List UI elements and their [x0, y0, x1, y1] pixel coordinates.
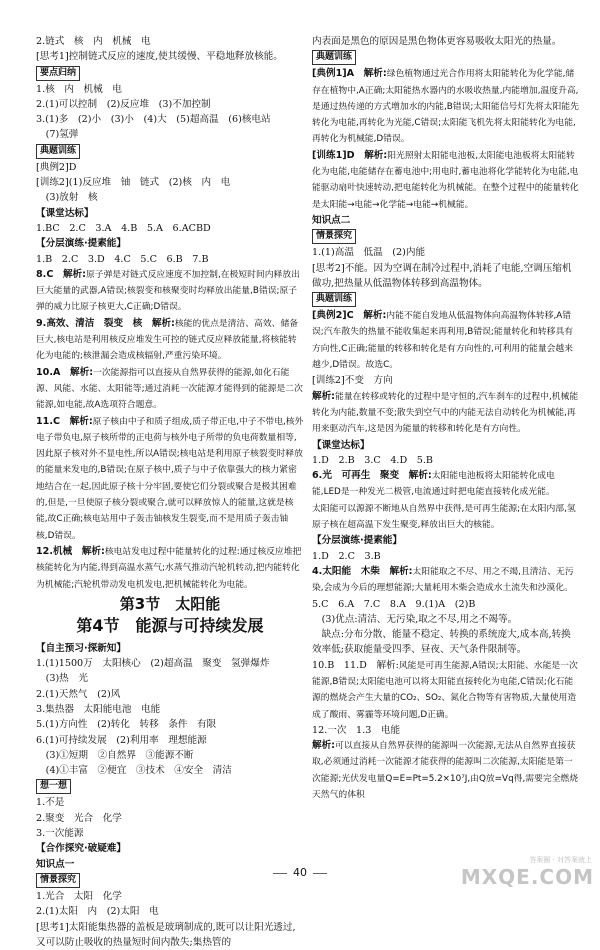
text-line [36, 65, 304, 82]
text-line [36, 316, 304, 365]
text-line [36, 414, 304, 544]
text-line [312, 723, 580, 738]
text-line [36, 143, 304, 160]
answer-text: 5.C 6.A 7.C 8.A 9.(1)A (2)B [312, 598, 476, 610]
text-line [312, 738, 580, 803]
answer-text: 1.D 2.C 3.B [312, 550, 381, 562]
explanation-text: 可以直接从自然界获得的能源叫一次能源,无法从自然界直接获取,必须通过消耗一次能源才能获得的能源叫二次能源,太阳能是第一次能源;光伏发电量Q=E=Pt=5.2×10⁷J,由Q放=Vq得,需要完全燃烧天然气的体积 [312, 741, 579, 801]
text-line [36, 763, 304, 778]
text-line [36, 671, 304, 686]
answer-text: 内表面是黑色的原因是黑色物体更容易吸收太阳光的热量。 [312, 36, 562, 47]
answer-text: (3)①短期 ②自然界 ③能源不断 [36, 749, 194, 761]
text-line [36, 365, 304, 414]
text-line [312, 291, 580, 308]
answer-text: 1.不是 [36, 797, 65, 809]
answer-text: 2.聚变 光合 化学 [36, 812, 122, 824]
answer-text: [思考1]控制链式反应的速度,使其缓慢、平稳地释放核能。 [36, 51, 283, 63]
text-line [36, 267, 304, 316]
explanation-text: 核能的优点是清洁、高效、储备巨大,核电站是利用核反应堆发生可控的链式反应释放能量,将核能转化为电能的;核泄漏会造成核辐射,严重污染环境。 [36, 318, 299, 362]
text-line [36, 641, 304, 656]
answer-text: [思考1]太阳能集热器的盖板是玻璃制成的,既可以让阳光透过,又可以防止吸收的热量短时间内散失;集热管的 [36, 921, 296, 948]
section-box-label: 典题训练 [312, 50, 356, 65]
section-title: 第3节 太阳能 [119, 594, 221, 613]
answer-label: [训练1]D 解析: [312, 149, 388, 161]
section-box-label: 典题训练 [36, 144, 80, 159]
section-box-label: 要点归纳 [36, 66, 80, 81]
answer-label: 9.高效、清洁 裂变 核 解析: [36, 317, 175, 329]
answer-label: 解析: [312, 740, 336, 752]
text-line [36, 97, 304, 112]
watermark-subtitle: 答案圈 · 对答案就上 [529, 856, 592, 864]
text-line [36, 687, 304, 702]
text-line [36, 702, 304, 717]
text-line [36, 160, 304, 175]
text-line [36, 49, 304, 64]
text-line [312, 213, 580, 228]
text-line [36, 206, 304, 221]
answer-text: 缺点:分布分散、能量不稳定、转换的系统庞大,成本高,转换效率低;获取能量受四季、昼夜、天气条件限制等。 [312, 629, 571, 656]
text-line [312, 501, 580, 534]
answer-text: 2.(1)可以控制 (2)反应堆 (3)不加控制 [36, 98, 211, 110]
text-line [312, 549, 580, 564]
answer-text: 1.BC 2.C 3.A 4.B 5.A 6.ACBD [36, 222, 211, 234]
text-line [36, 252, 304, 267]
explanation-text: 绿色植物通过光合作用将太阳能转化为化学能,储存在植物中,A正确;太阳能热水器内的水吸收热量,内能增加,温度升高,是通过热传递的方式增加水的内能,B错误;太阳能信号灯先将太阳能先转化为电能,再转化为光能,C错误;太阳能飞机先将太阳能转化为电能,再转化为机械能,D错误。 [312, 69, 579, 145]
answer-text: (4)①丰富 ②便宜 ③技术 ④安全 清洁 [36, 765, 232, 777]
answer-text: 2.(1)太阳 内 (2)太阳 电 [36, 906, 159, 918]
answer-label: [典例1]A 解析: [312, 68, 387, 80]
watermark-logo: MXQE.COM [460, 865, 594, 889]
text-line [36, 748, 304, 763]
text-line [312, 627, 580, 658]
answer-text: 10.B 11.D 解析: [312, 659, 399, 671]
section-heading: 【自主预习·探新知】 [36, 642, 126, 654]
answer-label: 10.A 解析: [36, 366, 94, 378]
text-line [312, 373, 580, 388]
section-title: 第4节 能源与可持续发展 [76, 615, 264, 635]
answer-text: 1.D 2.B 3.C 4.D 5.B [312, 454, 433, 466]
section-box-label: 想一想 [36, 779, 71, 794]
answer-text: 2.(1)天然气 (2)风 [36, 688, 121, 700]
text-line [36, 34, 304, 49]
section-heading: 知识点一 [36, 858, 75, 870]
answer-text: 2.链式 核 内 机械 电 [36, 36, 151, 47]
explanation-text: 原子核由中子和质子组成,质子带正电,中子不带电,核外电子带负电,原子核所带的正电荷与核外电子所带的负电荷数量相等,因此原子核对外不显电性,所以A错误;核电站是利用原子核裂变时释放的能量来发电的,B错误;在原子核中,质子与中子依靠强大的核力紧密地结合在一起,因此原子核十分牢固,要使它们分裂或聚合是极其困难的,但是,一旦使原子核分裂或聚合,就可以释放惊人的能量,这就是核能,故C正确;核电站用中子轰击铀核发生裂变,而不是用质子轰击铀核,D错误。 [36, 416, 304, 541]
answer-text: (3)热 光 [36, 673, 88, 685]
text-line [36, 236, 304, 251]
answer-text: 1.(1)高温 低温 (2)内能 [312, 247, 426, 259]
explanation-text: 风能是可再生能源,A错误;太阳能、水能是一次能源,B错误;太阳能电池可以将太阳能直接转化为电能,C错误;化石能源的燃烧会产生大量的CO₂、SO₂、氮化合物等有害物质,大量使用造成了酸雨、雾霾等环境问题,D正确。 [312, 660, 578, 720]
answer-label: 12.机械 解析: [36, 545, 105, 557]
answer-label: 11.C 解析: [36, 415, 93, 427]
section-heading: 【课堂达标】 [312, 439, 370, 451]
answer-label: 8.C 解析: [36, 268, 86, 280]
text-line [36, 82, 304, 97]
text-line [36, 127, 304, 142]
answer-label: 6.光 可再生 聚变 解析: [312, 470, 432, 482]
answer-text: [典例2]D [36, 161, 77, 173]
answer-text: [训练2]不变 方向 [312, 375, 393, 387]
text-line [36, 795, 304, 810]
text-line [36, 175, 304, 190]
text-line [36, 920, 304, 950]
text-line [312, 389, 580, 438]
text-line [312, 453, 580, 468]
text-line [312, 468, 580, 501]
section-box-label: 情景探究 [36, 873, 80, 888]
answer-label: 解析: [312, 390, 336, 402]
explanation-text: 太阳能取之不尽、用之不竭,且清洁、无污染,会成为今后的理想能源;大量耗用木柴会造成水土流失和沙漠化。 [312, 566, 574, 594]
answer-text: 1.光合 太阳 化学 [36, 890, 122, 902]
explanation-text: 内能不能自发地从低温物体向高温物体转移,A错误;汽车散失的热量不能收集起来再利用,B错误;能量转化和转移具有方向性,C正确;能量的转移和转化是有方向性的,可利用的能量会越来越少,D错误。故选C。 [312, 311, 574, 371]
text-line [36, 889, 304, 904]
answer-label: 4.太阳能 木柴 解析: [312, 565, 413, 577]
text-line [36, 904, 304, 919]
answer-text: 1.B 2.C 3.D 4.C 5.C 6.B 7.B [36, 253, 209, 265]
explanation-text: 核电站发电过程中能量转化的过程:通过核反应堆把核能转化为内能,得到高温水蒸气;水蒸气推动汽轮机转动,把内能转化为机械能;汽轮机带动发电机发电,把机械能转化为电能。 [36, 546, 302, 590]
explanation-text: 原子弹是对链式反应速度不加控制,在极短时间内释放出巨大能量的武器,A错误;核裂变和核聚变时均释放出能量,B错误;原子弹的威力比原子核更大,C正确;D错误。 [36, 269, 300, 313]
text-line [36, 112, 304, 127]
text-line [36, 221, 304, 236]
text-line [312, 438, 580, 453]
text-line [312, 228, 580, 245]
text-line [312, 533, 580, 548]
text-line [36, 190, 304, 205]
text-line [36, 778, 304, 795]
answer-text: 12.一次 1.3 电能 [312, 724, 401, 736]
text-line [312, 148, 580, 213]
answer-label: [典例2]C 解析: [312, 310, 387, 322]
explanation-text: 太阳能可以源源不断地从自然界中获得,是可再生能源;在太阳内部,氢原子核在超高温下发生聚变,释放出巨大的核能。 [312, 503, 576, 531]
text-line [312, 612, 580, 627]
text-line [312, 261, 580, 292]
section-heading: 【分层演练·提素能】 [36, 238, 126, 250]
answer-text: 1.(1)1500万 太阳核心 (2)超高温 聚变 氢弹爆炸 [36, 658, 270, 670]
text-line [312, 49, 580, 66]
text-line [312, 34, 580, 49]
text-line [36, 656, 304, 671]
text-line [36, 733, 304, 748]
text-line [312, 658, 580, 723]
text-line [36, 717, 304, 732]
answer-text: 3.集热器 太阳能电池 电能 [36, 703, 161, 715]
answer-text: 5.(1)方向性 (2)转化 转移 条件 有限 [36, 719, 217, 731]
text-line [312, 308, 580, 373]
answer-text: 1.核 内 机械 电 [36, 83, 122, 95]
answer-text: 3.一次能源 [36, 828, 84, 840]
text-line [36, 826, 304, 841]
explanation-text: 太阳能电池板将太阳能转化成电能,LED是一种发光二极管,电流通过时把电能直接转化成光能。 [312, 471, 555, 498]
text-line [312, 245, 580, 260]
answer-text: (7)氢弹 [36, 129, 79, 141]
text-line [36, 811, 304, 826]
answer-text: (3)优点:清洁、无污染,取之不尽,用之不竭等。 [312, 613, 518, 625]
section-box-label: 典题训练 [312, 292, 356, 307]
right-column [312, 34, 580, 803]
answer-text: [思考2]不能。因为空调在制冷过程中,消耗了电能,空调压缩机做功,把热量从低温物体转移到高温物体。 [312, 262, 572, 289]
answer-text: 3.(1)多 (2)小 (3)小 (4)大 (5)超高温 (6)核电站 [36, 114, 271, 126]
answer-text: (3)放射 核 [36, 192, 98, 204]
explanation-text: 一次能源指可以直接从自然界获得的能源,如化石能源、风能、水能、太阳能等;通过消耗一次能源才能得到的能源是二次能源,如电能,故A选项符合题意。 [36, 367, 303, 411]
section-title-block [36, 593, 304, 637]
explanation-text: 能量在转移或转化的过程中是守恒的,汽车刹车的过程中,机械能转化为内能,数量不变;散失到空气中的内能无法自动转化为机械能,再用来驱动汽车,这是因为能量的转移和转化是有方向性。 [312, 391, 579, 435]
text-line [36, 544, 304, 593]
text-line [312, 66, 580, 147]
left-column [36, 34, 304, 950]
answer-text: 6.(1)可持续发展 (2)利用率 理想能源 [36, 734, 207, 746]
section-heading: 【合作探究·破疑难】 [36, 843, 126, 855]
section-heading: 知识点二 [312, 214, 351, 226]
text-line [312, 564, 580, 597]
text-line [36, 841, 304, 856]
page-number: 40 [0, 866, 600, 879]
section-heading: 【分层演练·提素能】 [312, 535, 402, 547]
explanation-text: 阳光照射太阳能电池板,太阳能电池板将太阳能转化为电能,电能储存在蓄电池中;用电时,蓄电池将化学能转化为电能,电能驱动扇叶快速转动,把电能转化为机械能。在整个过程中的能量转化是太阳能→电能→化学能→电能→机械能。 [312, 150, 579, 210]
section-box-label: 情景探究 [312, 229, 356, 244]
answer-text: [训练2](1)反应堆 铀 链式 (2)核 内 电 [36, 177, 231, 189]
text-line [312, 597, 580, 612]
section-heading: 【课堂达标】 [36, 207, 94, 219]
